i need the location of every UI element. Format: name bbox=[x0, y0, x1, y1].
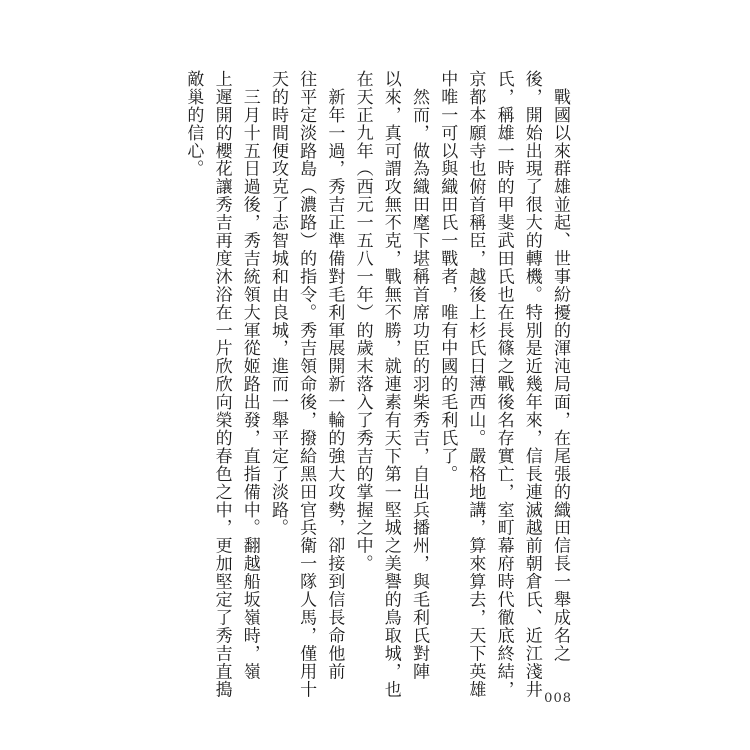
text-line: 後，開始出現了很大的轉機。特別是近幾年來，信長連滅越前朝倉氏、近江淺井 bbox=[521, 70, 542, 699]
text-line: 然而，做為織田麾下堪稱首席功臣的羽柴秀吉，自出兵播州，與毛利氏對陣 bbox=[408, 70, 429, 681]
text-line: 往平定淡路島（濃路）的指令。秀吉領命後，撥給黑田官兵衛一隊人馬，僅用十 bbox=[296, 70, 317, 699]
text-line: 中唯一可以與織田氏一戰者，唯有中國的毛利氏了。 bbox=[437, 70, 458, 483]
text-line: 新年一過，秀吉正準備對毛利軍展開新一輪的強大攻勢，卻接到信長命他前 bbox=[324, 70, 345, 681]
text-line: 三月十五日過後，秀吉統領大軍從姬路出發，直指備中。翻越船坂嶺時，嶺 bbox=[239, 70, 260, 681]
page-number: 008 bbox=[544, 691, 572, 706]
text-line: 戰國以來群雄並起、世事紛擾的渾沌局面，在尾張的織田信長一舉成名之 bbox=[550, 70, 570, 663]
text-line: 上遲開的櫻花讓秀吉再度沐浴在一片欣欣向榮的春色之中，更加堅定了秀吉直搗 bbox=[211, 70, 232, 699]
text-line: 在天正九年（西元一五八一年）的歲末落入了秀吉的掌握之中。 bbox=[352, 70, 373, 573]
text-line: 氏，稱雄一時的甲斐武田氏也在長篠之戰後名存實亡，室町幕府時代徹底終結， bbox=[493, 70, 514, 699]
text-line: 以來，真可謂攻無不克，戰無不勝，就連素有天下第一堅城之美譽的鳥取城，也 bbox=[380, 70, 401, 699]
text-line: 京都本願寺也俯首稱臣，越後上杉氏日薄西山。嚴格地講，算來算去，天下英雄 bbox=[465, 70, 486, 699]
text-line: 敵巢的信心。 bbox=[183, 70, 204, 178]
text-line: 天的時間便攻克了志智城和由良城，進而一舉平定了淡路。 bbox=[267, 70, 288, 537]
